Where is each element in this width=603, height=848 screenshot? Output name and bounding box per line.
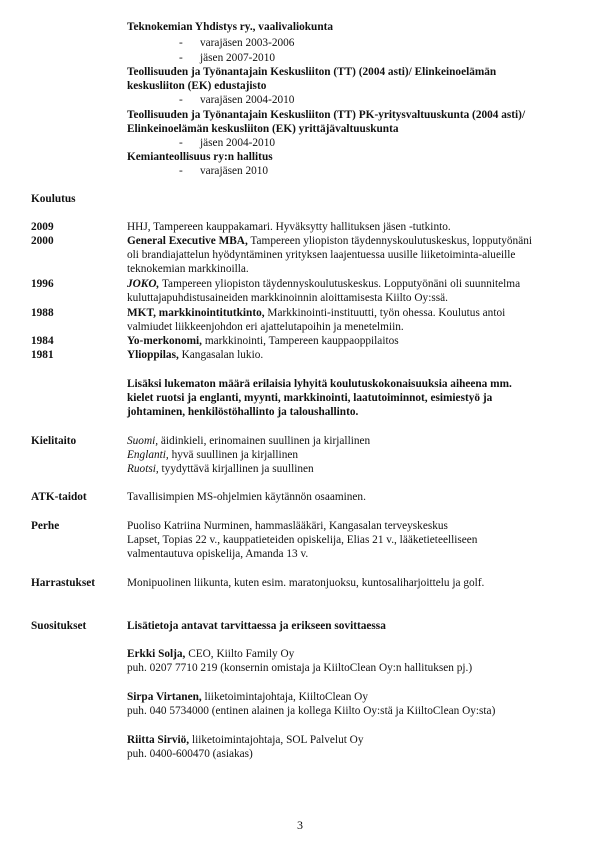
reference-phone: puh. 0207 7710 219 (konsernin omistaja ja KiiltoClean Oy:n hallituksen pj.) bbox=[127, 662, 473, 674]
edu-text bbox=[127, 348, 263, 362]
reference-title: CEO, Kiilto Family Oy bbox=[185, 648, 295, 660]
membership-role: varajäsen 2004-2010 bbox=[200, 94, 295, 106]
edu-extra: Lisäksi lukematon määrä erilaisia lyhyitä koulutuskokonaisuuksia aiheena mm. bbox=[127, 378, 512, 390]
edu-degree: Yo-merkonomi, bbox=[127, 335, 202, 347]
membership-org2: Teollisuuden ja Työnantajain Keskusliiton (TT) (2004 asti)/ Elinkeinoelämän bbox=[127, 66, 497, 78]
reference-name-line bbox=[127, 690, 368, 704]
language-level: hyvä suullinen ja kirjallinen bbox=[168, 449, 299, 461]
reference-title: liiketoimintajohtaja, SOL Palvelut Oy bbox=[189, 734, 364, 746]
reference-phone: puh. 040 5734000 (entinen alainen ja kollega Kiilto Oy:stä ja KiiltoClean Oy:sta) bbox=[127, 705, 496, 717]
atk-text: Tavallisimpien MS-ohjelmien käytännön osaaminen. bbox=[127, 491, 366, 503]
edu-year: 2000 bbox=[31, 235, 54, 247]
edu-extra: kielet ruotsi ja englanti, myynti, markkinointi, laatutoiminnot, esimiestyö ja bbox=[127, 392, 493, 404]
dash-bullet: - bbox=[179, 37, 183, 49]
edu-text-cont: valmiudet liikkeenjohdon eri ajattelutapoihin ja menetelmiin. bbox=[127, 321, 404, 333]
perhe-line: Puoliso Katriina Nurminen, hammaslääkäri, Kangasalan terveyskeskus bbox=[127, 520, 448, 532]
membership-org4: Kemianteollisuus ry:n hallitus bbox=[127, 151, 273, 163]
reference-name: Erkki Solja, bbox=[127, 648, 186, 660]
reference-name: Riitta Sirviö, bbox=[127, 734, 190, 746]
language-name: Suomi, bbox=[127, 435, 159, 447]
edu-text bbox=[127, 277, 520, 291]
perhe-line: Lapset, Topias 22 v., kauppatieteiden opiskelija, Elias 21 v., lääketieteelliseen bbox=[127, 534, 478, 546]
edu-degree: JOKO, bbox=[127, 278, 160, 290]
section-heading-koulutus: Koulutus bbox=[31, 193, 76, 205]
edu-desc: Kangasalan lukio. bbox=[178, 349, 264, 361]
section-heading-harrastukset: Harrastukset bbox=[31, 577, 96, 589]
edu-text: HHJ, Tampereen kauppakamari. Hyväksytty hallituksen jäsen -tutkinto. bbox=[127, 221, 451, 233]
language-level: tyydyttävä kirjallinen ja suullinen bbox=[158, 463, 314, 475]
edu-desc: Markkinointi-instituutti, työn ohessa. Koulutus antoi bbox=[264, 307, 506, 319]
dash-bullet: - bbox=[179, 94, 183, 106]
section-heading-atk: ATK-taidot bbox=[31, 491, 87, 503]
language-level: äidinkieli, erinomainen suullinen ja kirjallinen bbox=[158, 435, 371, 447]
section-heading-perhe: Perhe bbox=[31, 520, 60, 532]
edu-year: 1984 bbox=[31, 335, 54, 347]
edu-text bbox=[127, 234, 532, 248]
membership-org3-cont: Elinkeinoelämän keskusliiton (EK) yrittäjävaltuuskunta bbox=[127, 123, 399, 135]
reference-name-line bbox=[127, 647, 294, 661]
membership-org2-cont: keskusliiton (EK) edustajisto bbox=[127, 80, 267, 92]
reference-title: liiketoimintajohtaja, KiiltoClean Oy bbox=[201, 691, 368, 703]
harrastukset-text: Monipuolinen liikunta, kuten esim. maratonjuoksu, kuntosaliharjoittelu ja golf. bbox=[127, 577, 485, 589]
membership-role: varajäsen 2003-2006 bbox=[200, 37, 295, 49]
edu-extra: johtaminen, henkilöstöhallinto ja taloushallinto. bbox=[127, 406, 359, 418]
edu-degree: General Executive MBA, bbox=[127, 235, 248, 247]
membership-org3: Teollisuuden ja Työnantajain Keskusliiton (TT) PK-yritysvaltuuskunta (2004 asti)/ bbox=[127, 109, 526, 121]
reference-name-line bbox=[127, 733, 364, 747]
edu-text-cont: oli brandiajattelun hyödyntäminen yrityksen laajentuessa uusille liiketoiminta-alueille bbox=[127, 249, 516, 261]
section-heading-kielitaito: Kielitaito bbox=[31, 435, 77, 447]
section-heading-suositukset: Suositukset bbox=[31, 620, 87, 632]
language-line bbox=[127, 434, 370, 448]
reference-name: Sirpa Virtanen, bbox=[127, 691, 202, 703]
edu-year: 2009 bbox=[31, 221, 54, 233]
edu-text bbox=[127, 334, 399, 348]
edu-desc: Tampereen yliopiston täydennyskoulutuskeskus. Lopputyönäni oli suunnitelma bbox=[159, 278, 521, 290]
edu-desc: Tampereen yliopiston täydennyskoulutuskeskus, lopputyönäni bbox=[247, 235, 533, 247]
membership-role: jäsen 2007-2010 bbox=[200, 52, 275, 64]
perhe-line: valmentautuva opiskelija, Amanda 13 v. bbox=[127, 548, 309, 560]
page-number: 3 bbox=[297, 818, 303, 832]
dash-bullet: - bbox=[179, 165, 183, 177]
edu-text-cont: kuluttajapuhdistusaineiden markkinoinnin aloittamisesta Kiilto Oy:ssä. bbox=[127, 292, 448, 304]
edu-desc: markkinointi, Tampereen kauppaoppilaitos bbox=[202, 335, 399, 347]
edu-year: 1988 bbox=[31, 307, 54, 319]
language-line bbox=[127, 462, 314, 476]
dash-bullet: - bbox=[179, 52, 183, 64]
language-line bbox=[127, 448, 298, 462]
membership-role: jäsen 2004-2010 bbox=[200, 137, 275, 149]
reference-phone: puh. 0400-600470 (asiakas) bbox=[127, 748, 253, 760]
edu-degree: MKT, markkinointitutkinto, bbox=[127, 307, 265, 319]
edu-text-cont: teknokemian markkinoilla. bbox=[127, 263, 249, 275]
edu-degree: Ylioppilas, bbox=[127, 349, 179, 361]
language-name: Ruotsi, bbox=[127, 463, 159, 475]
language-name: Englanti, bbox=[127, 449, 169, 461]
edu-text bbox=[127, 306, 505, 320]
dash-bullet: - bbox=[179, 137, 183, 149]
membership-org1: Teknokemian Yhdistys ry., vaalivaliokunta bbox=[127, 21, 334, 33]
edu-year: 1981 bbox=[31, 349, 54, 361]
edu-year: 1996 bbox=[31, 278, 54, 290]
membership-role: varajäsen 2010 bbox=[200, 165, 269, 177]
suositukset-intro: Lisätietoja antavat tarvittaessa ja erikseen sovittaessa bbox=[127, 620, 386, 632]
